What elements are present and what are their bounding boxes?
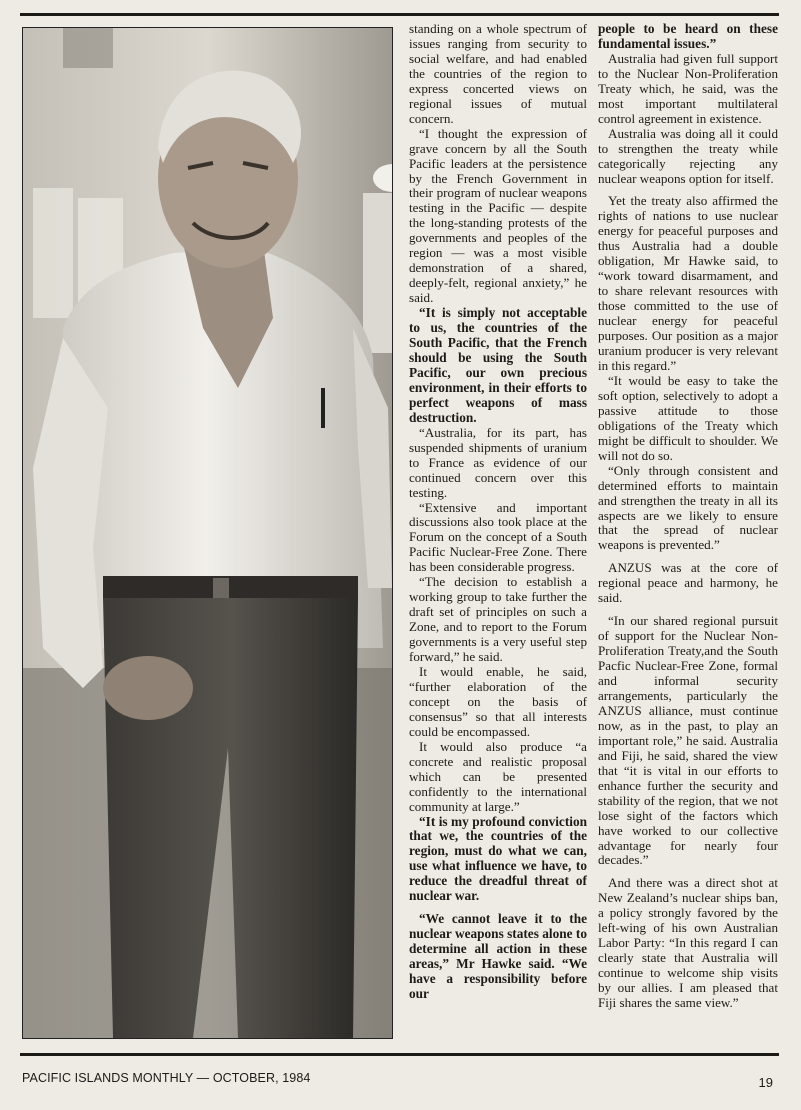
article-paragraph: Australia was doing all it could to strengthen the treaty while categorically rejecting any nuclear weapons option for itself. [598, 125, 778, 186]
article-paragraph: “We cannot leave it to the nuclear weapons states alone to determine all action in these areas,” Mr Hawke said. “We have a responsibility before our [409, 911, 587, 1001]
article-paragraph: “I thought the expression of grave concern by all the South Pacific leaders at the persistence by the French Government in their program of nuclear weapons testing in the Pacific — despite the long-standing protests of the governments and peoples of the region — was a most visible demonstration of a shared, deeply-felt, regional anxiety,” he said. [409, 125, 587, 306]
article-paragraph: “Australia, for its part, has suspended shipments of uranium to France as evidence of our continued concern over this testing. [409, 424, 587, 500]
article-paragraph: “It is my profound conviction that we, the countries of the region, must do what we can, use what influence we have, to reduce the dreadful threat of nuclear war. [409, 813, 587, 904]
article-paragraph: It would also produce “a concrete and realistic proposal which can be presented confidently to the international community at large.” [409, 738, 587, 814]
photo-illustration [23, 28, 392, 1038]
article-paragraph: It would enable, he said, “further elaboration of the concept on the basis of consensus” so that all interests could be encompassed. [409, 663, 587, 739]
article-paragraph: And there was a direct shot at New Zealand’s nuclear ships ban, a policy strongly favored by the left-wing of his own Australian Labor Party: “In this regard I can clearly state that Australia will continue to welcome ship visits by our allies. I am pleased that Fiji shares the same view.” [598, 875, 778, 1011]
article-paragraph: “The decision to establish a working group to take further the draft set of principles on such a Zone, and to report to the Forum governments is a very useful step forward,” he said. [409, 574, 587, 665]
article-paragraph: “In our shared regional pursuit of support for the Nuclear Non-Proliferation Treaty,and the South Pacfic Nuclear-Free Zone, formal and informal security arrangements, particularly the ANZUS alliance, must continue now, as in the past, to play an important role,” he said. Australia and Fiji, he said, shared the view that “it is vital in our efforts to enhance further the security and stability of the region, that we not lose sight of the factors which have worked to our collective advantage for nearly four decades.” [598, 613, 778, 868]
article-paragraph: “It is simply not acceptable to us, the countries of the South Pacific, that the French should be using the South Pacific, our own precious environment, in their efforts to perfect weapons of mass destruction. [409, 305, 587, 425]
publication-footer: PACIFIC ISLANDS MONTHLY — OCTOBER, 1984 [22, 1071, 311, 1085]
portrait-photo [22, 27, 393, 1039]
article-paragraph: ANZUS was at the core of regional peace and harmony, he said. [598, 560, 778, 606]
article-paragraph: “It would be easy to take the soft option, selectively to adopt a passive attitude to those obligations of the Treaty which might be difficult to shoulder. We will not do so. [598, 372, 778, 463]
article-paragraph: Australia had given full support to the Nuclear Non-Proliferation Treaty which, he said, was the most important multilateral control agreement in existence. [598, 50, 778, 126]
article-paragraph: people to be heard on these fundamental issues.” [598, 21, 778, 51]
article-paragraph: Yet the treaty also affirmed the rights of nations to use nuclear energy for peaceful purposes and thus Australia had a double obligation, Mr Hawke said, to “work toward disarmament, and to share relevant resources with those committed to the use of nuclear energy for peaceful purposes. Our position as a major uranium producer is very relevant in this regard.” [598, 193, 778, 373]
bottom-rule [20, 1053, 779, 1056]
article-paragraph: standing on a whole spectrum of issues ranging from security to social welfare, and had enabled the countries of the region to express concerted views on regional issues of mutual concern. [409, 21, 587, 126]
article-column-1 [409, 22, 587, 1002]
article-column-2 [598, 22, 778, 1011]
article-paragraph: “Only through consistent and determined efforts to maintain and strengthen the treaty in all its aspects are we likely to ensure that the spread of nuclear weapons is prevented.” [598, 462, 778, 553]
top-rule [20, 13, 779, 16]
page-number: 19 [758, 1075, 773, 1090]
article-paragraph: “Extensive and important discussions also took place at the Forum on the concept of a South Pacific Nuclear-Free Zone. There has been considerable progress. [409, 499, 587, 575]
